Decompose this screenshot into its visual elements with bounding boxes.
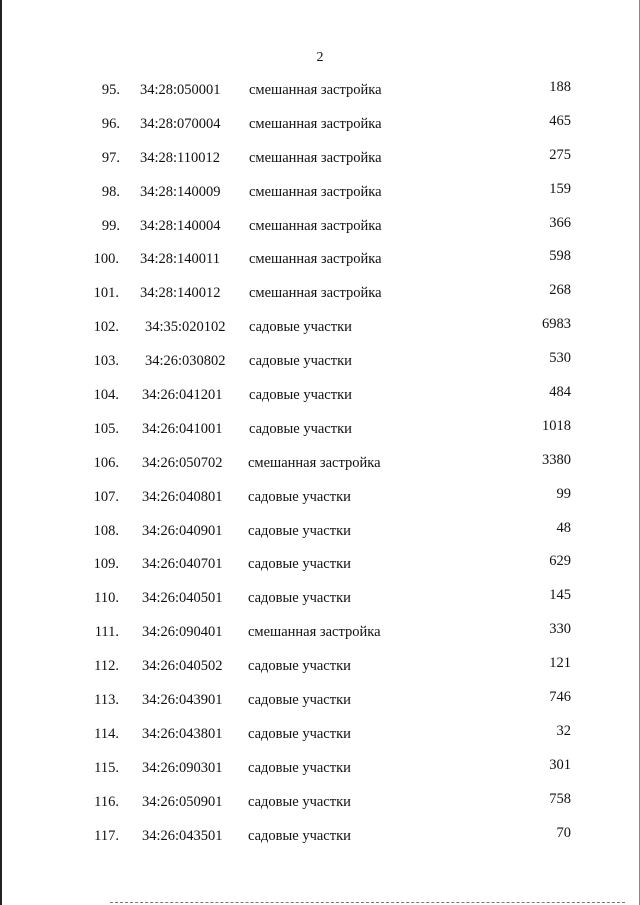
list-item	[0, 487, 640, 521]
cadastral-number: 34:28:140009	[140, 183, 221, 200]
list-item	[0, 622, 640, 656]
row-number: 104.	[93, 387, 119, 404]
list-item	[0, 690, 640, 724]
list-item	[0, 182, 640, 216]
list-item	[0, 554, 640, 588]
row-number: 100.	[93, 251, 119, 268]
list-item	[0, 521, 640, 555]
land-use-type: садовые участки	[248, 658, 351, 675]
row-number: 97.	[101, 149, 120, 166]
area-value: 70	[556, 824, 571, 841]
row-number: 102.	[93, 319, 119, 336]
land-use-type: смешанная застройка	[249, 183, 382, 200]
cadastral-number: 34:26:040501	[142, 590, 223, 607]
row-number: 106.	[93, 454, 119, 471]
area-value: 145	[549, 587, 571, 604]
land-use-type: смешанная застройка	[249, 115, 382, 132]
area-value: 188	[549, 79, 571, 95]
area-value: 746	[549, 689, 571, 706]
row-number: 98.	[101, 183, 120, 200]
cadastral-number: 34:26:040801	[142, 488, 223, 505]
cadastral-number: 34:26:043801	[142, 725, 223, 742]
area-value: 366	[549, 214, 571, 231]
row-number: 115.	[94, 759, 119, 776]
cadastral-number: 34:26:043901	[142, 692, 223, 709]
cadastral-number: 34:28:140012	[140, 285, 221, 302]
area-value: 465	[549, 112, 571, 129]
row-number: 108.	[93, 522, 119, 539]
area-value: 48	[556, 519, 571, 536]
row-number: 96.	[101, 115, 120, 132]
cadastral-number: 34:28:050001	[140, 82, 221, 98]
land-use-type: садовые участки	[248, 692, 351, 709]
row-number: 110.	[94, 590, 119, 607]
area-value: 3380	[542, 451, 571, 468]
land-use-type: садовые участки	[249, 353, 352, 370]
cadastral-number: 34:26:040502	[142, 658, 223, 675]
list-item	[0, 656, 640, 690]
cadastral-number: 34:26:090401	[142, 624, 223, 641]
land-use-type: садовые участки	[248, 759, 351, 776]
cadastral-number: 34:26:030802	[145, 353, 226, 370]
row-number: 117.	[94, 827, 119, 844]
list-item	[0, 249, 640, 283]
land-use-type: смешанная застройка	[249, 82, 382, 98]
area-value: 159	[549, 180, 571, 197]
list-item	[0, 283, 640, 317]
cadastral-number: 34:28:140004	[140, 217, 221, 234]
row-number: 113.	[94, 692, 119, 709]
land-use-type: смешанная застройка	[249, 251, 382, 268]
land-use-type: смешанная застройка	[249, 149, 382, 166]
cadastral-number: 34:28:070004	[140, 115, 221, 132]
list-item	[0, 317, 640, 351]
row-number: 112.	[94, 658, 119, 675]
cadastral-number: 34:28:140011	[140, 251, 221, 268]
list-item	[0, 758, 640, 792]
cadastral-number: 34:26:050901	[142, 793, 223, 810]
list-item	[0, 826, 640, 860]
land-use-type: садовые участки	[248, 590, 351, 607]
scan-edge-bottom	[110, 902, 625, 903]
cadastral-number: 34:26:050702	[142, 454, 223, 471]
cadastral-number: 34:26:041201	[142, 387, 223, 404]
land-use-type: садовые участки	[248, 827, 351, 844]
land-use-type: садовые участки	[248, 522, 351, 539]
land-use-type: садовые участки	[249, 387, 352, 404]
row-number: 101.	[93, 285, 119, 302]
land-use-type: садовые участки	[248, 793, 351, 810]
area-value: 121	[549, 655, 571, 672]
list-item	[0, 588, 640, 622]
row-number: 109.	[93, 556, 119, 573]
area-value: 598	[549, 248, 571, 265]
land-use-type: смешанная застройка	[249, 285, 382, 302]
area-value: 330	[549, 621, 571, 638]
land-use-type: садовые участки	[249, 319, 352, 336]
cadastral-number: 34:26:040701	[142, 556, 223, 573]
list-item	[0, 792, 640, 826]
row-number: 95.	[101, 82, 120, 98]
area-value: 758	[549, 790, 571, 807]
area-value: 32	[556, 722, 571, 739]
cadastral-number: 34:26:090301	[142, 759, 223, 776]
land-use-type: садовые участки	[248, 556, 351, 573]
cadastral-number: 34:26:041001	[142, 420, 223, 437]
row-number: 103.	[93, 353, 119, 370]
list-item	[0, 385, 640, 419]
area-value: 629	[549, 553, 571, 570]
area-value: 484	[549, 384, 571, 401]
area-value: 268	[549, 282, 571, 299]
land-use-type: смешанная застройка	[248, 454, 381, 471]
list-item	[0, 80, 640, 114]
row-number: 116.	[94, 793, 119, 810]
cadastral-number: 34:26:040901	[142, 522, 223, 539]
list-item	[0, 419, 640, 453]
row-number: 99.	[101, 217, 120, 234]
row-number: 111.	[94, 624, 119, 641]
land-use-type: смешанная застройка	[248, 624, 381, 641]
area-value: 275	[549, 146, 571, 163]
list-item	[0, 216, 640, 250]
list-item	[0, 724, 640, 758]
row-number: 114.	[94, 725, 119, 742]
area-value: 99	[556, 485, 571, 502]
land-use-type: садовые участки	[248, 488, 351, 505]
land-use-type: садовые участки	[248, 725, 351, 742]
area-value: 530	[549, 350, 571, 367]
list-item	[0, 148, 640, 182]
list-item	[0, 351, 640, 385]
cadastral-number: 34:35:020102	[145, 319, 226, 336]
cadastral-number: 34:26:043501	[142, 827, 223, 844]
area-value: 301	[549, 756, 571, 773]
parcel-list	[0, 80, 640, 859]
land-use-type: садовые участки	[249, 420, 352, 437]
list-item	[0, 114, 640, 148]
cadastral-number: 34:28:110012	[140, 149, 221, 166]
land-use-type: смешанная застройка	[249, 217, 382, 234]
page-number: 2	[316, 50, 324, 65]
area-value: 6983	[542, 316, 571, 333]
row-number: 107.	[93, 488, 119, 505]
row-number: 105.	[93, 420, 119, 437]
list-item	[0, 453, 640, 487]
area-value: 1018	[542, 417, 571, 434]
